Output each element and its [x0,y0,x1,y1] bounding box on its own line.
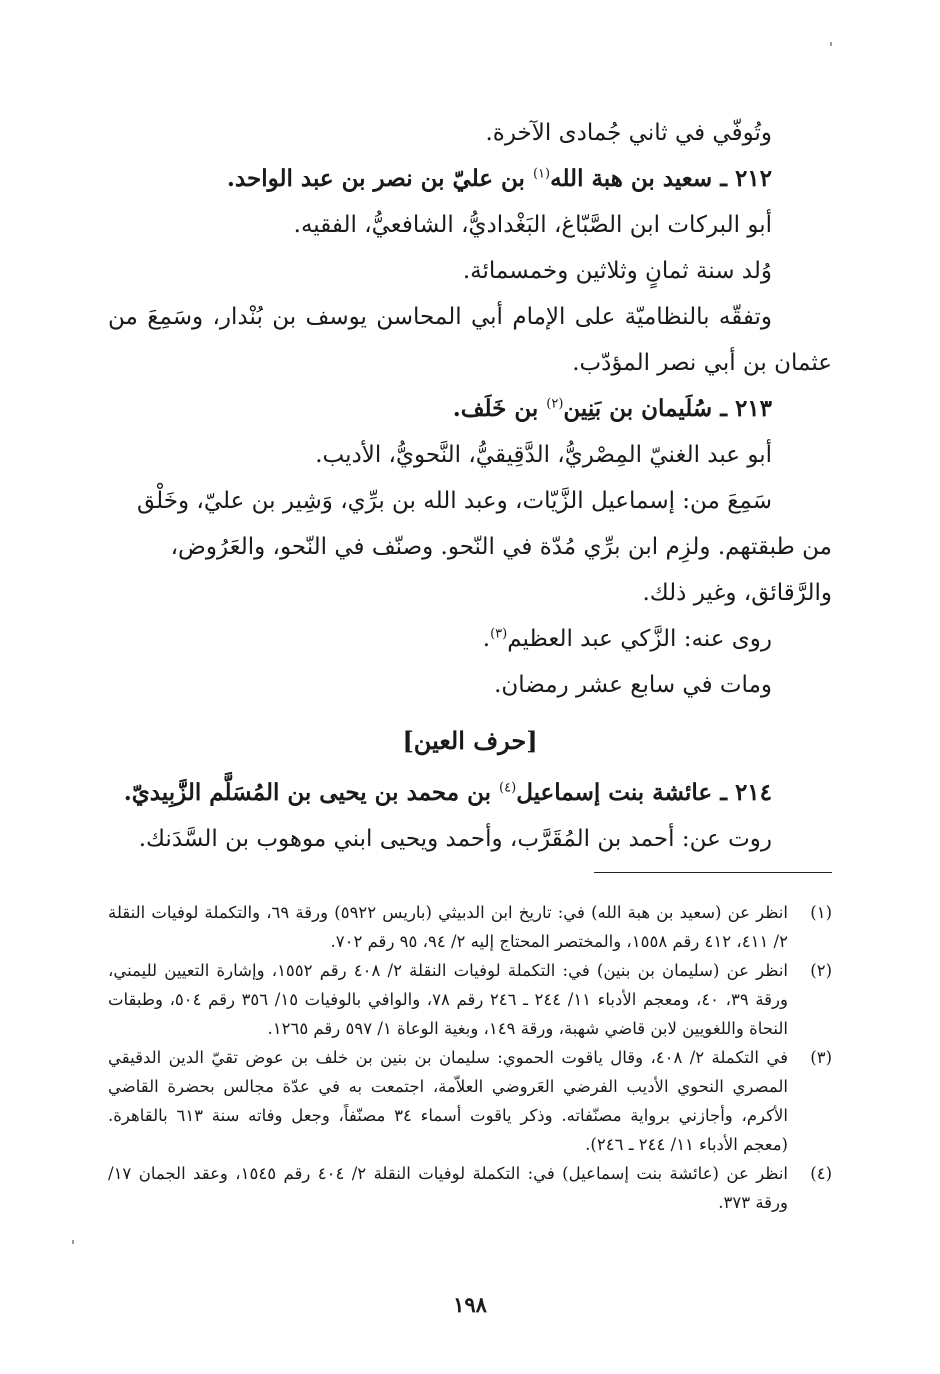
scan-speck [72,1240,74,1244]
footnote [108,1043,832,1159]
text-line [108,616,832,662]
footnote-number: (٣) [810,1048,832,1067]
text-line: أبو البركات ابن الصَّبّاغ، البَغْداديُّ، الشافعيُّ، الفقيه. [293,212,772,238]
entry-name-rest: بن خَلَف. [452,395,539,422]
footnote-text: في التكملة ٢/ ٤٠٨، وقال ياقوت الحموي: سليمان بن بنين بن خلف بن عوض تقيّ الدين الدقيقي المصري النحوي الأديب الفرضي العَروضي العلاّمة، اجتمعت به في عدّة مجالس بحضرة القاضي الأكرم، وأجازني برواية مصنّفاته. وذكر ياقوت أسماء ٣٤ مصنّفاً، وجعل وفاته سنة ٦١٣ بالقاهرة. (معجم الأدباء ١١/ ٢٤٤ ـ ٢٤٦). [108,1048,788,1154]
entry-name: سُلَيمان بن بَنِين [563,395,713,422]
text-line: عثمان بن أبي نصر المؤدّب. [572,350,832,376]
entry-name-rest: بن عليّ بن نصر بن عبد الواحد. [226,165,525,192]
footnote-ref: (٤) [499,780,517,796]
narrator-text: روى عنه: الزَّكي عبد العظيم [507,626,772,652]
main-text [108,110,832,862]
footnote-text: انظر عن (سليمان بن بنين) في: التكملة لوفيات النقلة ٢/ ٤٠٨ رقم ١٥٥٢، وإشارة التعيين لليمني، ورقة ٣٩، ٤٠، ومعجم الأدباء ١١/ ٢٤٤ ـ ٢٤٦ رقم ٧٨، والوافي بالوفيات ١٥/ ٣٥٦ رقم ٥٠٤، وطبقات النحاة واللغويين لابن قاضي شهبة، ورقة ١٤٩، وبغية الوعاة ١/ ٥٩٧ رقم ١٢٦٥. [108,961,789,1038]
text-line: سَمِعَ من: إسماعيل الزَّيّات، وعبد الله بن برِّي، وَشِير بن عليّ، وخَلْق [136,488,772,514]
footnote [108,956,832,1043]
entry-number: ٢١٢ ـ [720,165,772,192]
entry-number: ٢١٣ ـ [720,395,772,422]
footnote-ref: (١) [532,166,551,182]
footnote-number: (١) [810,903,832,922]
text-line: وُلد سنة ثمانٍ وثلاثين وخمسمائة. [462,258,772,284]
footnote-separator [594,872,832,873]
sentence-end: . [482,626,491,652]
entry-212-heading [108,156,832,202]
entry-name-rest: بن محمد بن يحيى بن المُسَلَّم الزَّبِيديّ. [123,779,492,806]
footnote-text: انظر عن (عائشة بنت إسماعيل) في: التكملة لوفيات النقلة ٢/ ٤٠٤ رقم ١٥٤٥، وعقد الجمان ١٧/ ورقة ٣٧٣. [108,1164,789,1212]
entry-213-heading [108,386,832,432]
scan-speck [830,42,832,46]
footnote-number: (٤) [810,1164,832,1183]
text-line: روت عن: أحمد بن المُقَرَّب، وأحمد ويحيى ابني موهوب بن السَّدَنك. [138,826,772,852]
text-line: وتفقّه بالنظاميّة على الإمام أبي المحاسن يوسف بن بُنْدار، وسَمِعَ من [108,304,772,330]
footnote-ref: (٣) [490,626,508,642]
entry-name: سعيد بن هبة الله [550,165,713,192]
section-heading: [حرف العين] [402,726,538,755]
text-line: أبو عبد الغنيّ المِصْريُّ، الدَّقِيقيُّ، النَّحويُّ، الأديب. [315,442,772,468]
text-line: ومات في سابع عشر رمضان. [494,672,772,698]
entry-214-heading [108,770,832,816]
footnote-text: انظر عن (سعيد بن هبة الله) في: تاريخ ابن الدبيثي (باريس ٥٩٢٢) ورقة ٦٩، والتكملة لوفيات النقلة ٢/ ٤١١، ٤١٢ رقم ١٥٥٨، والمختصر المحتاج إليه ٢/ ٩٤، ٩٥ رقم ٧٠٢. [108,903,788,951]
text-line: والرَّقائق، وغير ذلك. [642,580,832,606]
page-number: ١٩٨ [453,1292,487,1317]
footnote-number: (٢) [810,961,832,980]
entry-name: عائشة بنت إسماعيل [516,779,713,806]
footnote [108,898,832,956]
entry-number: ٢١٤ ـ [720,779,772,806]
text-line: من طبقتهم. ولزِم ابن برِّي مُدّة في النّحو. وصنّف في النّحو، والعَرُوض، [170,534,832,560]
footnote [108,1159,832,1217]
footnote-ref: (٢) [546,396,564,412]
footnotes [108,898,832,1217]
text-line: وتُوفّي في ثاني جُمادى الآخرة. [485,120,772,146]
